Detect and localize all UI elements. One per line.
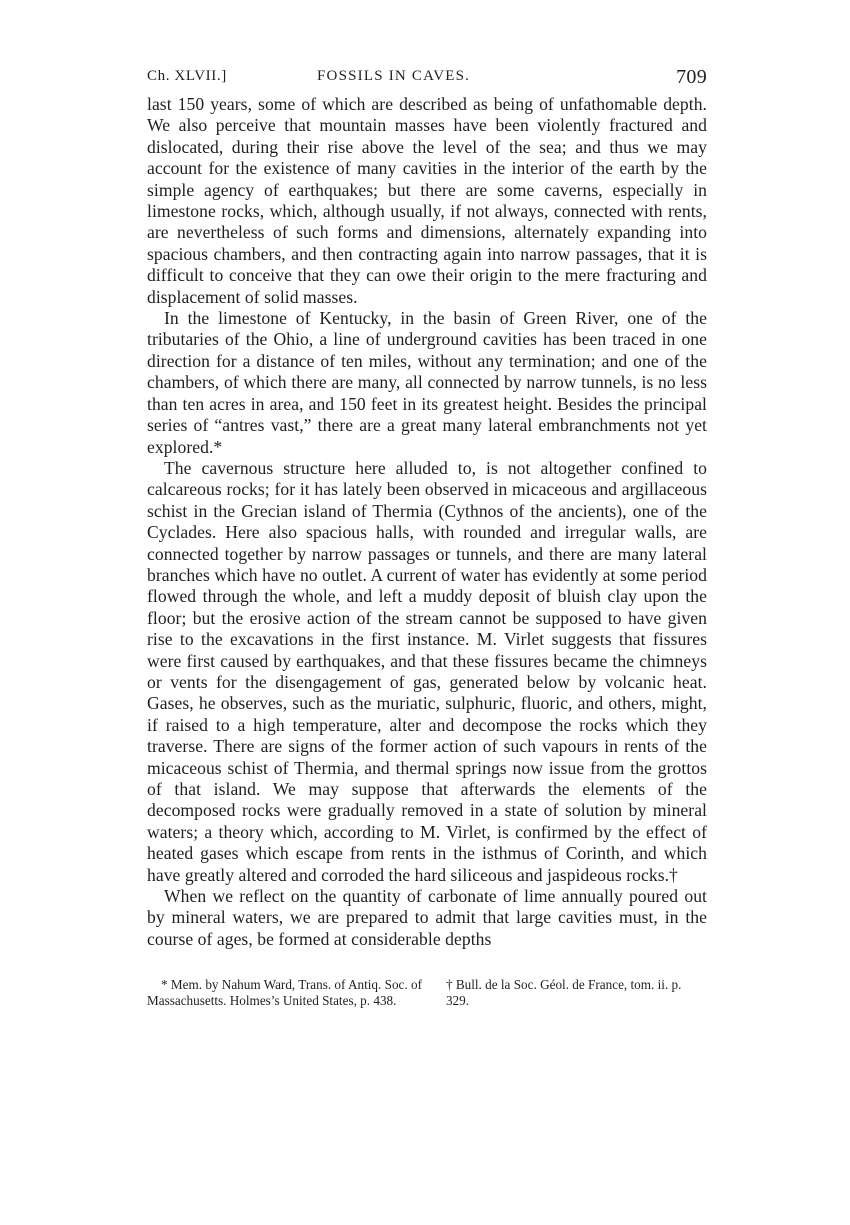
paragraph: In the limestone of Kentucky, in the basin of Green River, one of the tributaries of the Ohio, a line of underground cavities has been traced in one direction for a distance of ten miles, without any termination; and one of the chambers, of which there are many, all connected by narrow tunnels, is no less than ten acres in area, and 150 feet in its greatest height. Besides the principal series of “antres vast,” there are a great many lateral embranchments not yet explored.*: [147, 308, 707, 457]
chapter-reference: Ch. XLVII.]: [147, 68, 227, 84]
running-title: FOSSILS IN CAVES.: [317, 68, 471, 84]
page-number: 709: [676, 66, 707, 88]
footnotes: [147, 977, 707, 1008]
running-head: [147, 66, 707, 94]
paragraph: The cavernous structure here alluded to, is not altogether confined to calcareous rocks; for it has lately been observed in micaceous and argillaceous schist in the Grecian island of Thermia (Cythnos of the ancients), one of the Cyclades. Here also spacious halls, with rounded and irregular walls, are connected together by narrow passages or tunnels, and there are many lateral branches which have no outlet. A current of water has evidently at some period flowed through the whole, and left a muddy deposit of bluish clay upon the floor; but the erosive action of the stream cannot be supposed to have given rise to the excavations in the first instance. M. Virlet suggests that fissures were first caused by earthquakes, and that these fissures became the chimneys or vents for the disengagement of gas, generated below by volcanic heat. Gases, he observes, such as the muriatic, sulphuric, fluoric, and others, might, if raised to a high temperature, alter and decompose the rocks which they traverse. There are signs of the former action of such vapours in rents of the micaceous schist of Thermia, and thermal springs now issue from the grottos of that island. We may suppose that afterwards the elements of the decomposed rocks were gradually removed in a state of solution by mineral waters; a theory which, according to M. Virlet, is confirmed by the effect of heated gases which escape from rents in the isthmus of Corinth, and which have greatly altered and corroded the hard siliceous and jaspideous rocks.†: [147, 457, 707, 885]
footnote-right: † Bull. de la Soc. Géol. de France, tom. ii. p. 329.: [445, 977, 682, 1008]
paragraph: When we reflect on the quantity of carbonate of lime annually poured out by mineral waters, we are prepared to admit that large cavities must, in the course of ages, be formed at considerable depths: [147, 886, 707, 949]
body-text: [147, 94, 707, 950]
footnote-left: * Mem. by Nahum Ward, Trans. of Antiq. Soc. of Massachusetts. Holmes’s United States, p. 438.: [147, 977, 422, 1008]
book-page: [147, 66, 707, 1008]
paragraph: last 150 years, some of which are described as being of unfathomable depth. We also perceive that mountain masses have been violently fractured and dislocated, during their rise above the level of the sea; and thus we may account for the existence of many cavities in the interior of the earth by the simple agency of earthquakes; but there are some caverns, especially in limestone rocks, which, although usually, if not always, connected with rents, are nevertheless of such forms and dimensions, alternately expanding into spacious chambers, and then contracting again into narrow passages, that it is difficult to conceive that they can owe their origin to the mere fracturing and displacement of solid masses.: [147, 94, 707, 307]
